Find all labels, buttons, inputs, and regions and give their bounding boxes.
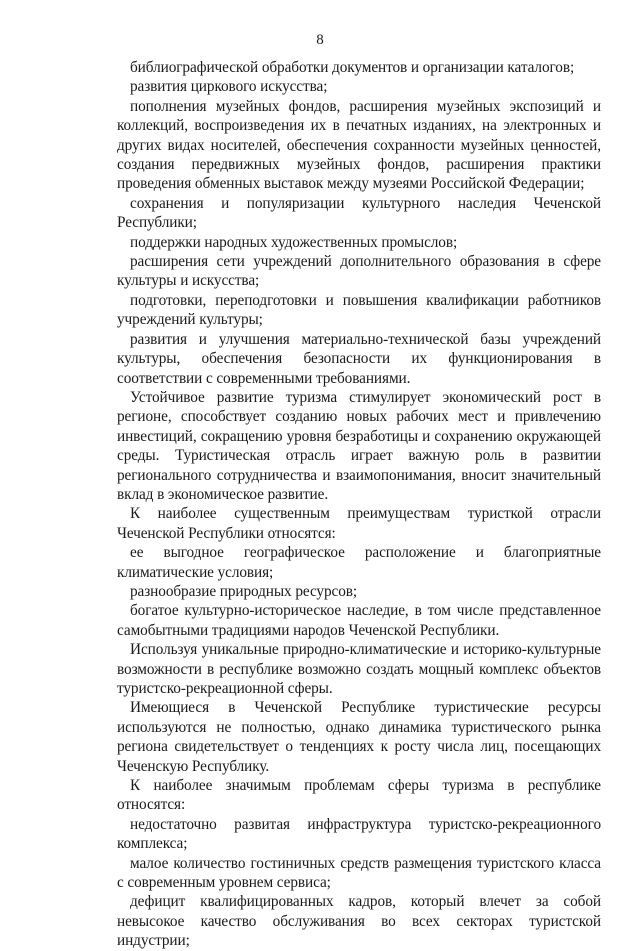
paragraph-circus-art: развития циркового искусства; [130, 78, 328, 96]
paragraph-additional-education: расширения сети учреждений дополнительного образования в сфере культуры и искусства; [117, 253, 601, 290]
paragraph-material-base: развития и улучшения материально-технической базы учреждений культуры, обеспечения безопасности их функционирования в соответствии с современными требованиями. [117, 330, 601, 387]
paragraph-hotels: малое количество гостиничных средств размещения туристского класса с современным уровнем сервиса; [117, 854, 601, 892]
paragraph-tourism-resources: Имеющиеся в Чеченской Республике туристические ресурсы используются не полностью, однако динамика туристического рынка региона свидетельствует о тенденциях к росту числа лиц, посещающих Чеченскую Республику. [117, 699, 601, 775]
paragraph-tourism-advantages: К наиболее существенным преимуществам туристкой отрасли Чеченской Республики относятся: [117, 505, 601, 542]
paragraph-catalog-processing: библиографической обработки документов и организации каталогов; [130, 59, 575, 76]
paragraph-geographic-location: ее выгодное географическое расположение и благоприятные климатические условия; [117, 544, 601, 581]
paragraph-staff-shortage: дефицит квалифицированных кадров, который влечет за собой невысокое качество обслуживания во всех секторах туристской индустрии; [117, 893, 601, 950]
paragraph-cultural-historical-heritage: богатое культурно-историческое наследие, в том числе представленное самобытными традициями народов Чеченской Республики. [117, 602, 601, 639]
document-body [117, 58, 601, 951]
paragraph-cultural-heritage: сохранения и популяризации культурного наследия Чеченской Республики; [117, 194, 601, 232]
paragraph-tourism-problems: К наиболее значимым проблемам сферы туризма в республике относятся: [117, 777, 601, 814]
paragraph-tourism-development: Устойчивое развитие туризма стимулирует экономический рост в регионе, способствует созданию новых рабочих мест и привлечению инвестиций, сокращению уровня безработицы и сохранению окружающей среды. Туристическая отрасль играет важную роль в развитии регионального сотрудничества и взаимопонимания, вносит значительный вклад в экономическое развитие. [117, 388, 601, 503]
paragraph-staff-training: подготовки, переподготовки и повышения квалификации работников учреждений культуры; [117, 291, 601, 329]
paragraph-recreation-complex: Используя уникальные природно-климатические и историко-культурные возможности в республике возможно создать мощный комплекс объектов туристско-рекреационной сферы. [117, 641, 601, 697]
paragraph-folk-crafts: поддержки народных художественных промыслов; [130, 233, 458, 251]
page-number: 8 [316, 32, 324, 48]
paragraph-infrastructure: недостаточно развитая инфраструктура туристско-рекреационного комплекса; [117, 815, 601, 853]
paragraph-natural-resources: разнообразие природных ресурсов; [130, 582, 358, 600]
paragraph-museum-funds: пополнения музейных фондов, расширения музейных экспозиций и коллекций, воспроизведения их в печатных изданиях, на электронных и других видах носителей, обеспечения сохранности музейных ценностей, создания передвижных музейных фондов, расширения практики проведения обменных выставок между музеями Российской Федерации; [117, 97, 601, 193]
